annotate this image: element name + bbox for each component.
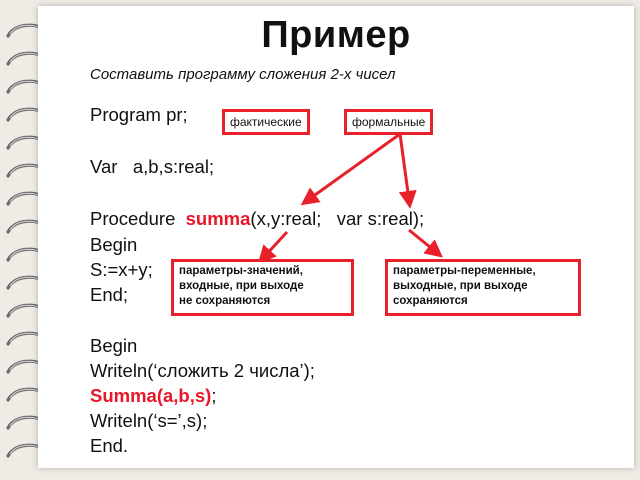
procedure-name: summa (185, 208, 251, 229)
code-line-begin: Begin (90, 234, 138, 255)
note-var-line-2: выходные, при выходе (393, 280, 528, 292)
page-subtitle: Составить программу сложения 2-х чисел (90, 66, 396, 83)
procedure-params: (x,y:real; var s:real); (250, 208, 425, 229)
note-value-line-3: не сохраняются (179, 295, 271, 307)
code-line-writeln-result: Writeln(‘s=’,s); (90, 410, 208, 431)
label-actual: фактические (222, 109, 310, 135)
call-semicolon: ; (211, 385, 217, 406)
note-value-line-2: входные, при выходе (179, 280, 304, 292)
note-value-line-1: параметры-значений, (179, 265, 303, 277)
code-line-program: Program pr; (90, 104, 188, 125)
note-var-params (385, 259, 581, 316)
code-line-writeln-prompt: Writeln(‘сложить 2 числа’); (90, 360, 315, 381)
note-var-line-3: сохраняются (393, 295, 468, 307)
procedure-call: Summa(a,b,s) (90, 385, 212, 406)
label-formal: формальные (344, 109, 433, 135)
code-line-end: End; (90, 284, 129, 305)
code-line-call (90, 385, 216, 407)
note-var-line-1: параметры-переменные, (393, 265, 536, 277)
page-title: Пример (261, 14, 411, 56)
code-line-procedure (90, 208, 424, 230)
note-value-params (171, 259, 354, 316)
code-line-main-begin: Begin (90, 335, 138, 356)
code-line-var: Var a,b,s:real; (90, 156, 215, 177)
code-line-main-end: End. (90, 435, 129, 456)
code-line-assign: S:=x+y; (90, 259, 153, 280)
procedure-keyword: Procedure (90, 208, 186, 229)
